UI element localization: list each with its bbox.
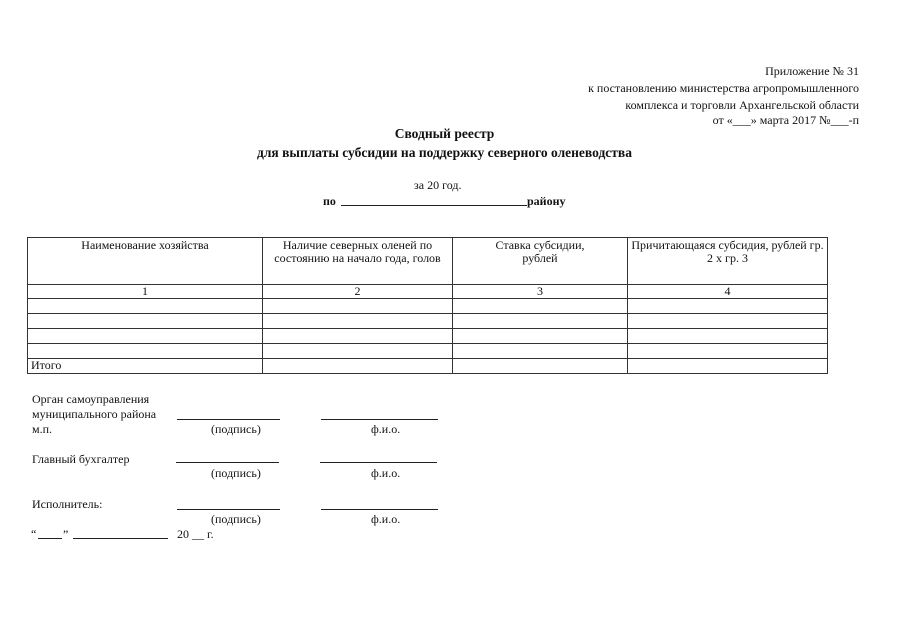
table-cell [453,329,628,344]
period-year: за 20 год. [414,178,462,192]
document-subtitle: для выплаты субсидии на поддержку северного оленеводства [257,145,632,160]
table-cell [28,344,263,359]
header-subsidy-due: Причитающаяся субсидия, рублей гр. 2 х гр. 3 [628,238,828,285]
table-cell [453,314,628,329]
registry-table [27,237,828,374]
date-year: 20 __ г. [177,527,214,541]
executor-signature-line [177,509,280,510]
header-subsidy-rate: Ставка субсидии, рублей [453,238,628,285]
table-cell [28,314,263,329]
district-prefix: по [323,194,336,208]
column-number: 2 [263,285,453,299]
header-farm-name: Наименование хозяйства [28,238,263,285]
fio-caption: ф.и.о. [371,512,401,526]
table-row [28,329,828,344]
signature-caption: (подпись) [211,512,261,526]
document-title: Сводный реестр [394,126,495,141]
date-month-line [73,538,168,539]
table-cell [263,299,453,314]
table-cell [453,344,628,359]
org-fio-line [321,419,438,420]
fio-caption: ф.и.о. [371,422,401,436]
org-label-line-2: муниципального района [32,407,157,421]
column-number: 4 [628,285,828,299]
table-cell [453,359,628,374]
signature-caption: (подпись) [211,422,261,436]
table-cell [28,329,263,344]
table-cell [628,299,828,314]
org-signature-line [177,419,280,420]
decree-reference-line-2: комплекса и торговли Архангельской области [625,98,859,112]
date-open-quote: “ [31,527,37,541]
stamp-label: м.п. [32,422,53,436]
fio-caption: ф.и.о. [371,466,401,480]
table-cell [628,359,828,374]
accountant-fio-line [320,462,437,463]
total-label: Итого [28,359,263,374]
accountant-signature-line [176,462,279,463]
table-row [28,314,828,329]
column-number: 1 [28,285,263,299]
district-blank-line [341,205,527,206]
table-column-numbers [28,285,828,299]
date-day-line [38,538,62,539]
table-cell [263,359,453,374]
table-cell [628,329,828,344]
table-cell [28,299,263,314]
column-number: 3 [453,285,628,299]
decree-reference-line-1: к постановлению министерства агропромышленного [588,81,859,95]
table-row [28,299,828,314]
table-cell [453,299,628,314]
table-cell [628,344,828,359]
executor-fio-line [321,509,438,510]
table-header-row [28,238,828,285]
decree-reference-line-3: от «___» марта 2017 №___-п [712,113,859,127]
table-cell [263,314,453,329]
appendix-number: Приложение № 31 [765,64,859,78]
table-cell [263,329,453,344]
header-reindeer-count: Наличие северных оленей по состоянию на начало года, голов [263,238,453,285]
executor-label: Исполнитель: [32,497,103,511]
org-label-line-1: Орган самоуправления [32,392,150,406]
district-suffix: району [527,194,566,208]
accountant-label: Главный бухгалтер [32,452,130,466]
table-total-row [28,359,828,374]
date-close-quote: ” [63,527,69,541]
signature-caption: (подпись) [211,466,261,480]
table-cell [628,314,828,329]
table-row [28,344,828,359]
table-cell [263,344,453,359]
